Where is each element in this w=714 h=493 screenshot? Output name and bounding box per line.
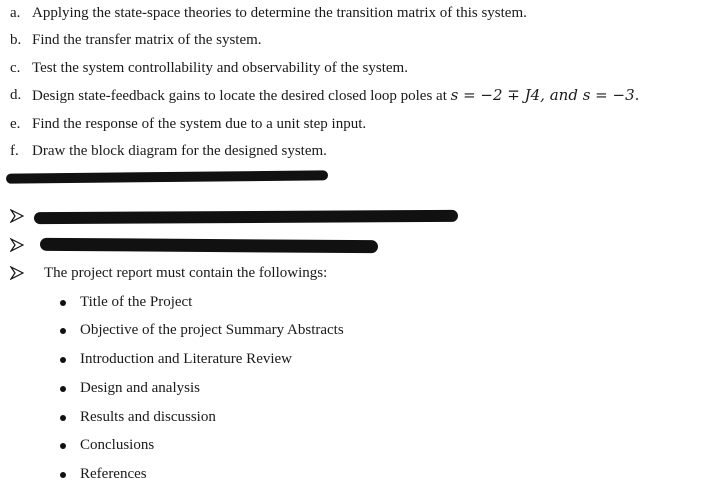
list-item: Results and discussion <box>80 409 216 425</box>
report-intro: The project report must contain the followings: <box>44 265 328 281</box>
bullet-dot <box>60 357 66 363</box>
list-item: Conclusions <box>80 437 155 453</box>
task-text: Applying the state-space theories to determine the transition matrix of this system. <box>32 5 527 21</box>
pole-equation: s = −2 ∓ J4, and s = −3. <box>450 86 640 104</box>
bullet-dot <box>60 328 66 334</box>
task-marker: d. <box>10 87 22 103</box>
list-item: Title of the Project <box>80 294 193 310</box>
task-text: Draw the block diagram for the designed system. <box>32 143 327 159</box>
redaction-bar <box>34 210 458 224</box>
task-text: Find the response of the system due to a unit step input. <box>32 116 367 132</box>
list-item: Objective of the project Summary Abstracts <box>80 322 344 338</box>
bullet-dot <box>60 472 66 478</box>
bullet-dot <box>60 443 66 449</box>
task-marker: c. <box>10 60 21 76</box>
redaction-bar <box>6 170 328 183</box>
list-item: Introduction and Literature Review <box>80 351 293 367</box>
arrow-bullet-icon <box>10 266 24 280</box>
arrow-bullet-icon <box>10 238 24 252</box>
list-item: References <box>80 466 147 482</box>
task-marker: a. <box>10 5 21 21</box>
bullet-dot <box>60 300 66 306</box>
list-item: Design and analysis <box>80 380 200 396</box>
task-marker: b. <box>10 32 22 48</box>
task-text: Test the system controllability and observability of the system. <box>32 60 408 76</box>
task-text: Design state-feedback gains to locate the desired closed loop poles at <box>32 88 451 104</box>
task-marker: f. <box>10 143 19 159</box>
task-text: Find the transfer matrix of the system. <box>32 32 262 48</box>
bullet-dot <box>60 415 66 421</box>
arrow-bullet-icon <box>10 209 24 223</box>
bullet-dot <box>60 386 66 392</box>
redaction-bar <box>40 238 378 253</box>
task-marker: e. <box>10 116 21 132</box>
